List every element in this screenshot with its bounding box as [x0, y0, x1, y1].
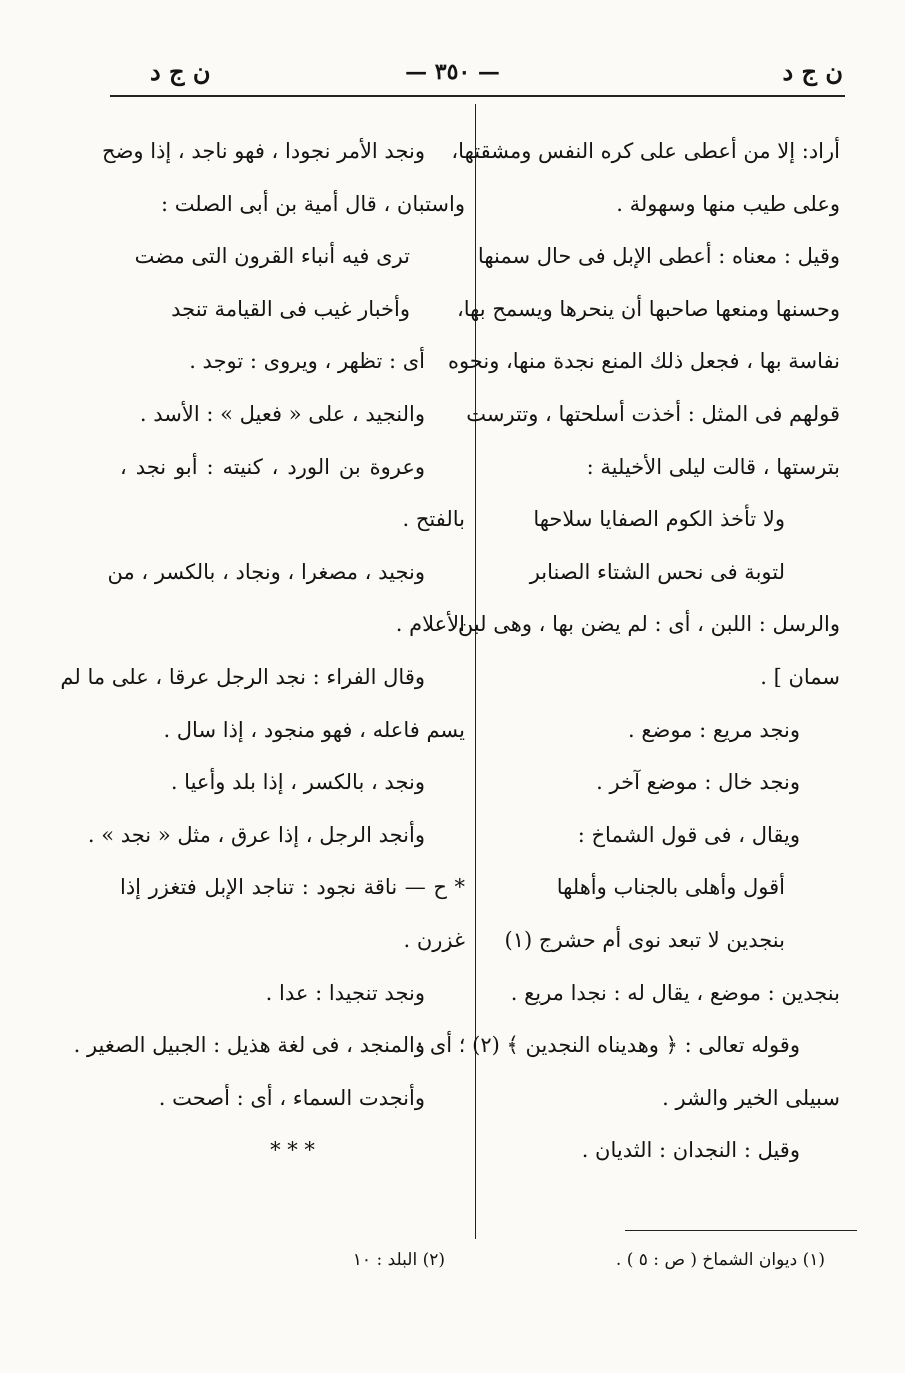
footnote-2: (٢) البلد : ١٠ — [352, 1250, 445, 1270]
header-rule — [110, 95, 845, 97]
verse-line: ترى فيه أنباء القرون التى مضت — [134, 244, 410, 269]
header-root-letters-left: ن ج د — [150, 57, 211, 86]
text-line: وأنجدت السماء ، أى : أصحت . — [158, 1085, 425, 1110]
text-line: ونجد تنجيدا : عدا . — [265, 980, 425, 1005]
text-line: نفاسة بها ، فجعل ذلك المنع نجدة منها، ونحوه — [447, 349, 840, 374]
header-root-letters-right: ن ج د — [782, 57, 843, 86]
text-line: سبيلى الخير والشر . — [662, 1085, 840, 1110]
text-line: الأعلام . — [395, 612, 465, 637]
text-line: وعروة بن الورد ، كنيته : أبو نجد ، — [120, 454, 425, 479]
text-line: بنجدين : موضع ، يقال له : نجدا مريع . — [510, 980, 840, 1005]
verse-line: أقول وأهلى بالجناب وأهلها — [556, 875, 785, 900]
left-column — [60, 125, 465, 1177]
page-number: — ٣٥٠ — — [405, 59, 500, 85]
text-line: والمنجد ، فى لغة هذيل : الجبيل الصغير . — [73, 1033, 425, 1058]
text-line: واستبان ، قال أمية بن أبى الصلت : — [160, 191, 465, 216]
verse-line: بنجدين لا تبعد نوى أم حشرج (١) — [504, 927, 785, 952]
verse-line: ولا تأخذ الكوم الصفايا سلاحها — [533, 507, 785, 532]
text-line: سمان ] . — [760, 664, 840, 689]
text-line: ويقال ، فى قول الشماخ : — [577, 822, 800, 847]
text-line: أى : تظهر ، ويروى : توجد . — [189, 349, 425, 374]
text-line: وأنجد الرجل ، إذا عرق ، مثل « نجد » . — [87, 822, 425, 847]
text-line: وحسنها ومنعها صاحبها أن ينحرها ويسمح بها، — [456, 296, 840, 321]
footnote-rule — [625, 1230, 857, 1231]
text-line: ونجد ، بالكسر ، إذا بلد وأعيا . — [170, 770, 425, 795]
text-line: * ح — ناقة نجود : تناجد الإبل فتغزر إذا — [120, 875, 465, 900]
text-line: ونجد خال : موضع آخر . — [596, 770, 800, 795]
text-line: يسم فاعله ، فهو منجود ، إذا سال . — [163, 717, 465, 742]
verse-line: وأخبار غيب فى القيامة تنجد — [171, 296, 410, 321]
text-line: والنجيد ، على « فعيل » : الأسد . — [139, 401, 425, 426]
text-line: أراد: إلا من أعطى على كره النفس ومشقتها، — [451, 139, 840, 163]
text-line: والرسل : اللبن ، أى : لم يضن بها ، وهى لبن — [457, 612, 840, 637]
verse-line: لتوبة فى نحس الشتاء الصنابر — [529, 559, 785, 584]
text-line: قولهم فى المثل : أخذت أسلحتها ، وتترست — [466, 401, 840, 426]
text-line: ونجد مريع : موضع . — [628, 717, 800, 742]
text-line: بترستها ، قالت ليلى الأخيلية : — [586, 454, 840, 479]
footnote-1: (١) ديوان الشماخ ( ص : ٥ ) . — [615, 1250, 825, 1270]
text-line: وقيل : معناه : أعطى الإبل فى حال سمنها — [477, 244, 840, 269]
text-line: ونجد الأمر نجودا ، فهو ناجد ، إذا وضح — [102, 139, 425, 163]
text-line: بالفتح . — [402, 507, 465, 532]
text-line: غزرن . — [403, 927, 465, 952]
text-line: وقال الفراء : نجد الرجل عرقا ، على ما لم — [60, 664, 425, 689]
text-line: وعلى طيب منها وسهولة . — [616, 191, 840, 216]
section-end-asterisks: * * * — [270, 1138, 315, 1163]
text-line: ونجيد ، مصغرا ، ونجاد ، بالكسر ، من — [107, 559, 425, 584]
text-line: وقوله تعالى : ﴿ وهديناه النجدين ﴾ (٢) ؛ أى : — [416, 1033, 800, 1058]
text-line: وقيل : النجدان : الثديان . — [581, 1138, 800, 1163]
